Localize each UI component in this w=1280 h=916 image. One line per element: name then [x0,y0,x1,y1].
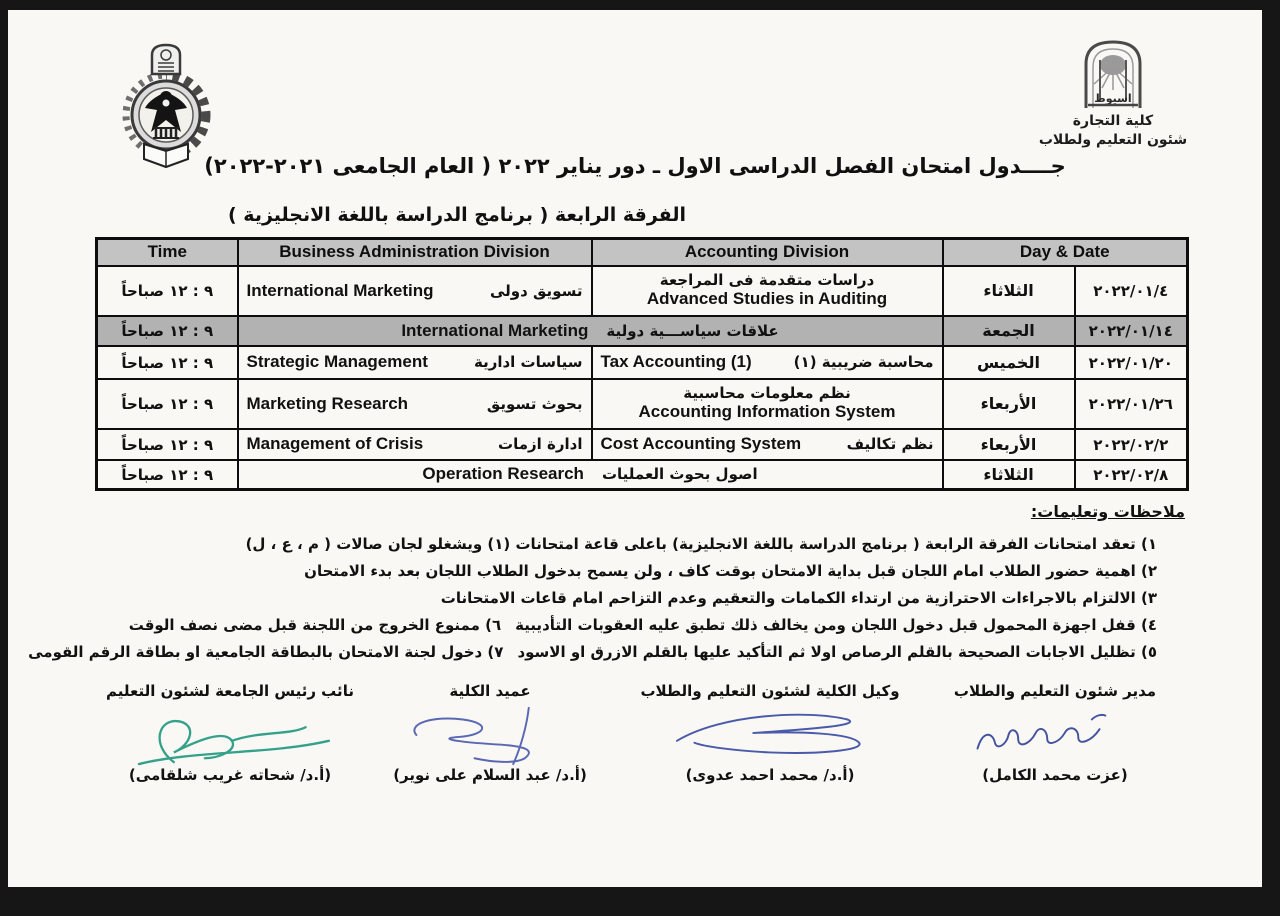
date-cell [1075,266,1188,316]
faculty-caption: كلية التجارة [1072,113,1154,129]
signatory-name: (أ.د/ عبد السلام على نوير) [393,766,587,784]
subject-en: Operation Research [422,464,584,484]
subject-ar: سياسات ادارية [473,353,583,371]
subject-en: International Marketing [401,320,589,340]
signature-column [100,682,360,784]
time-value: ٩ : ١٢ صباحاً [121,282,214,300]
note-text: ٧) دخول لجنة الامتحان بالبطاقة الجامعية او بطاقة الرقم القومى [28,643,504,661]
document-title: جــــدول امتحان الفصل الدراسى الاول ـ دور يناير ٢٠٢٢ ( العام الجامعى ٢٠٢١-٢٠٢٢) [204,154,1066,178]
signature-ink [120,704,340,766]
note-line [28,616,1185,634]
date-value: ٢٠٢٢/٠٢/٨ [1093,465,1169,484]
table-row [97,379,1188,429]
subject-en: International Marketing [246,280,434,300]
subject-en: Cost Accounting System [600,434,802,453]
signatory-name: (أ.د/ محمد احمد عدوى) [685,766,855,784]
subject-en: Tax Accounting (1) [600,352,752,371]
date-value: ٢٠٢٢/٠١/٢٦ [1088,395,1173,413]
subject-en: Marketing Research [246,393,409,413]
date-cell [1075,460,1188,490]
day-cell: الجمعة [943,316,1075,346]
note-line [28,562,1185,580]
time-cell [97,346,238,379]
assiut-university-logo [1074,34,1152,112]
merged-subject-cell [238,460,943,490]
header-time: Time [97,239,238,266]
faculty-emblem-logo [116,40,216,170]
subject-ar: اصول بحوث العمليات [601,465,758,484]
note-line [28,535,1185,553]
time-value: ٩ : ١٢ صباحاً [121,322,214,340]
subject-ar: نظم تكاليف [846,435,934,453]
time-cell [97,379,238,429]
signatory-name: (أ.د/ شحاته غريب شلقامى) [128,766,332,784]
date-value: ٢٠٢٢/٠١/٢٠ [1088,353,1173,372]
note-text: ٥) تظليل الاجابات الصحيحة بالقلم الرصاص اولا ثم التأكيد عليها بالقلم الازرق او الاسود [517,643,1157,661]
table-row [97,460,1188,490]
time-value: ٩ : ١٢ صباحاً [121,353,214,372]
subject-content [601,434,934,454]
table-header-row [97,239,1188,266]
date-cell [1075,346,1188,379]
subject-ar: محاسبة ضريبية (١) [793,353,934,371]
note-text: ٢) اهمية حضور الطلاب امام اللجان قبل بداية الامتحان بوقت كاف ، ولن يسمح بدخول الطلاب اللجان بعد بدء الامتحان [304,562,1157,580]
note-line [28,589,1185,607]
merged-subject-cell [238,316,943,346]
table-row [97,316,1188,346]
time-cell [97,460,238,490]
signature-column [360,682,620,784]
subject-content [247,281,583,301]
header-business-division: Business Administration Division [238,239,592,266]
signatory-title: مدير شئون التعليم والطلاب [953,682,1157,700]
business-subject-cell [238,346,592,379]
date-cell [1075,379,1188,429]
subject-ar: نظم معلومات محاسبية [683,384,851,402]
day-cell: الثلاثاء [943,266,1075,316]
note-text: ٦) ممنوع الخروج من اللجنة قبل مضى نصف الوقت [128,616,502,634]
signature-column [620,682,920,784]
note-text: ٣) الالتزام بالاجراءات الاحترازية من ارتداء الكمامات والتعقيم وعدم التزاحم امام قاعات الامتحانات [440,589,1157,607]
time-value: ٩ : ١٢ صباحاً [121,465,214,484]
signature-ink [945,704,1165,766]
day-cell: الأربعاء [943,429,1075,460]
note-text: ٤) قفل اجهزة المحمول قبل دخول اللجان ومن يخالف ذلك تطبق عليه العقوبات التأديبية [515,616,1157,634]
notes-section [28,502,1185,670]
subject-en: Accounting Information System [638,402,896,421]
business-subject-cell [238,266,592,316]
document-subtitle: الفرقة الرابعة ( برنامج الدراسة باللغة الانجليزية ) [228,204,686,226]
subject-content [247,464,934,484]
accounting-subject-cell [592,429,943,460]
subject-content [247,352,583,372]
day-cell: الثلاثاء [943,460,1075,490]
day-cell: الخميس [943,346,1075,379]
header-day-date: Day & Date [943,239,1188,266]
subject-en: Advanced Studies in Auditing [646,289,888,308]
subject-content [601,352,934,372]
time-cell [97,266,238,316]
signature-column [920,682,1190,784]
table-row [97,429,1188,460]
signature-ink [660,704,880,766]
subject-content [247,434,583,454]
time-cell [97,316,238,346]
header-accounting-division: Accounting Division [592,239,943,266]
exam-schedule-table [95,237,1189,491]
signatory-title: عميد الكلية [449,682,531,700]
subject-en: Management of Crisis [246,434,424,453]
signatory-title: وكيل الكلية لشئون التعليم والطلاب [640,682,900,700]
time-cell [97,429,238,460]
accounting-subject-cell [592,379,943,429]
date-value: ٢٠٢٢/٠١/١٤ [1088,322,1173,340]
day-cell: الأربعاء [943,379,1075,429]
subject-ar: ادارة ازمات [498,435,583,453]
date-value: ٢٠٢٢/٠١/٤ [1093,282,1169,300]
subject-en: Strategic Management [246,352,428,371]
note-text: ١) تعقد امتحانات الفرقة الرابعة ( برنامج الدراسة باللغة الانجليزية) باعلى قاعة امتحانات (١) ويشغلو لجان صالات ( م ، ع ، ل) [245,535,1157,553]
signatory-name: (عزت محمد الكامل) [982,766,1128,784]
subject-ar: تسويق دولى [489,281,583,300]
signature-ink [380,704,600,766]
subject-ar: بحوث تسويق [486,394,583,413]
note-line [28,643,1185,661]
subject-content [247,321,934,341]
table-row [97,266,1188,316]
university-logo-block [1033,34,1193,150]
date-cell [1075,429,1188,460]
time-value: ٩ : ١٢ صباحاً [121,395,214,413]
department-caption: شئون التعليم ولطلاب [1038,132,1188,148]
subject-ar: علاقات سياســـية دولية [606,321,779,340]
subject-ar: دراسات متقدمة فى المراجعة [659,271,875,289]
business-subject-cell [238,429,592,460]
table-row [97,346,1188,379]
business-subject-cell [238,379,592,429]
date-cell [1075,316,1188,346]
time-value: ٩ : ١٢ صباحاً [121,435,214,454]
scanned-page [8,10,1262,887]
date-value: ٢٠٢٢/٠٢/٢ [1093,435,1169,454]
accounting-subject-cell [592,346,943,379]
accounting-subject-cell [592,266,943,316]
subject-content [247,394,583,414]
signatory-title: نائب رئيس الجامعة لشئون التعليم [106,682,354,700]
signatures-section [100,682,1190,784]
notes-heading: ملاحظات وتعليمات: [1030,502,1185,521]
university-logo-text: اسيوط [1094,92,1132,105]
